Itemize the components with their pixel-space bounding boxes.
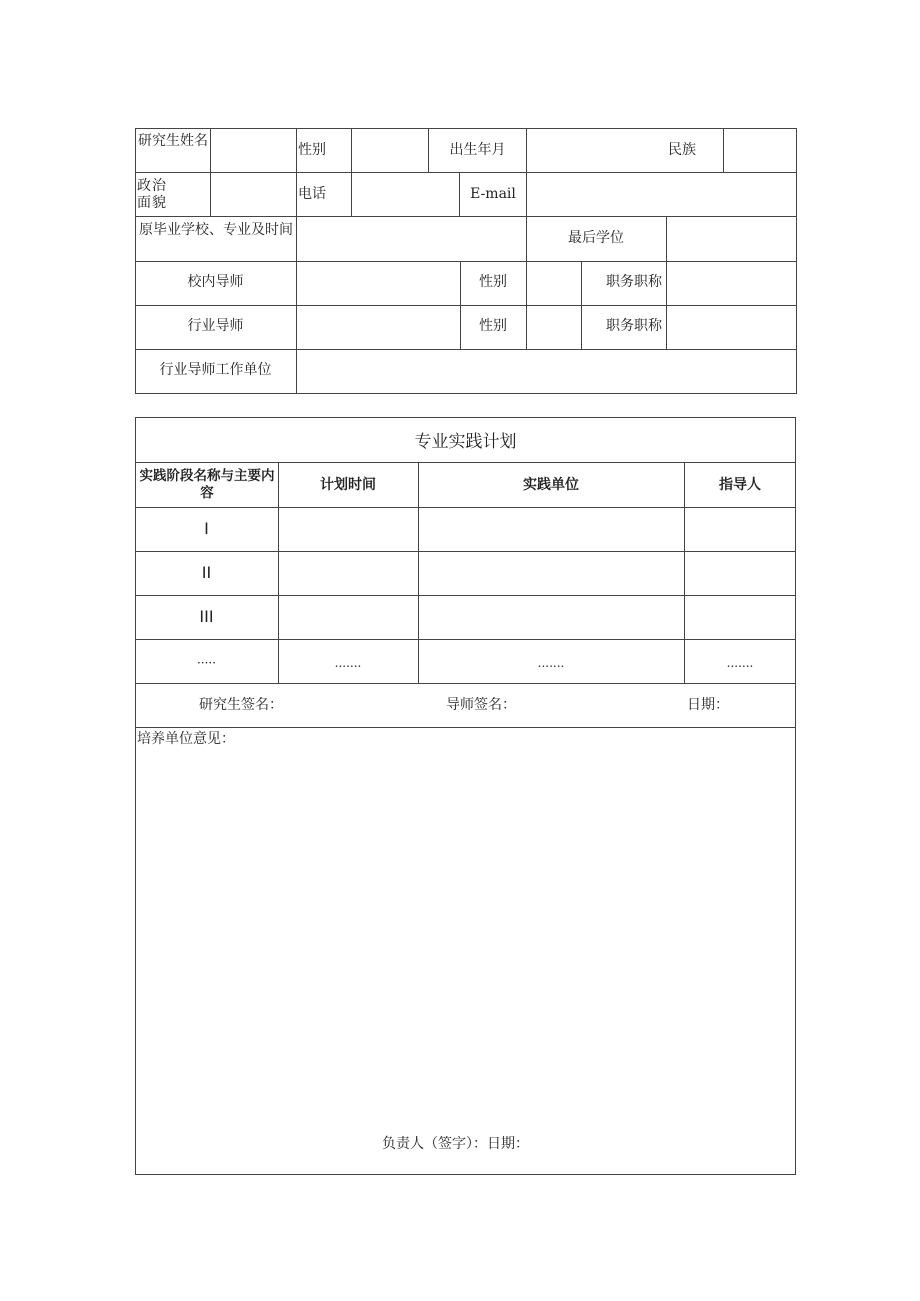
signature-date-label: 日期：	[687, 697, 729, 713]
info-col-divider	[210, 128, 211, 173]
info-row-divider	[135, 172, 797, 173]
info-col-divider	[666, 216, 667, 262]
plan-supervisor-cell: .......	[726, 656, 754, 670]
info-row-divider	[135, 261, 797, 262]
info-col-divider	[723, 128, 724, 173]
plan-row-divider	[135, 551, 796, 552]
info-col-divider	[351, 172, 352, 217]
info-col-divider	[296, 216, 297, 262]
plan-col-divider	[418, 462, 419, 684]
plan-row-divider	[135, 462, 796, 463]
plan-stage-cell: III	[199, 607, 214, 626]
plan-row-divider	[135, 507, 796, 508]
industry-mentor-workplace-label: 行业导师工作单位	[159, 362, 272, 378]
plan-header-unit: 实践单位	[523, 477, 579, 493]
previous-school-label: 原毕业学校、专业及时间	[139, 222, 293, 238]
gender-label: 性别	[298, 142, 326, 158]
info-col-divider	[296, 261, 297, 350]
info-col-divider	[526, 261, 527, 350]
responsible-person-signature-label: 负责人（签字）：日期：	[382, 1136, 529, 1152]
political-status-label: 政治面貌	[137, 178, 167, 211]
industry-mentor-title-label: 职务职称	[606, 318, 662, 334]
info-row-divider	[135, 305, 797, 306]
plan-col-divider	[278, 462, 279, 684]
plan-stage-cell: II	[201, 563, 212, 582]
plan-header-supervisor: 指导人	[719, 477, 761, 493]
info-col-divider	[526, 172, 527, 217]
campus-mentor-label: 校内导师	[187, 274, 244, 290]
info-col-divider	[210, 172, 211, 217]
info-row-divider	[135, 349, 797, 350]
mentor-signature-label: 导师签名：	[446, 697, 516, 713]
info-col-divider	[351, 128, 352, 173]
student-signature-label: 研究生签名：	[199, 697, 283, 713]
training-unit-opinion-label: 培养单位意见：	[137, 731, 235, 747]
plan-unit-cell: .......	[537, 656, 565, 670]
last-degree-label: 最后学位	[568, 230, 624, 246]
industry-mentor-label: 行业导师	[187, 318, 244, 334]
info-col-divider	[526, 128, 527, 173]
plan-stage-cell: ·····	[196, 656, 217, 670]
phone-label: 电话	[298, 186, 326, 202]
birth-date-label: 出生年月	[449, 142, 506, 158]
campus-mentor-title-label: 职务职称	[606, 274, 662, 290]
info-col-divider	[296, 172, 297, 217]
plan-row-divider	[135, 727, 796, 728]
campus-mentor-gender-label: 性别	[479, 274, 507, 290]
plan-title: 专业实践计划	[414, 432, 517, 452]
email-label: E-mail	[470, 186, 516, 202]
plan-row-divider	[135, 683, 796, 684]
info-row-divider	[135, 216, 797, 217]
name-label: 研究生姓名	[138, 133, 208, 149]
info-col-divider	[296, 128, 297, 173]
plan-header-stage: 实践阶段名称与主要内容	[139, 468, 275, 501]
plan-row-divider	[135, 639, 796, 640]
ethnicity-label: 民族	[668, 142, 696, 158]
plan-row-divider	[135, 595, 796, 596]
plan-stage-cell: I	[204, 519, 209, 538]
plan-time-cell: .......	[334, 656, 362, 670]
plan-col-divider	[684, 462, 685, 684]
info-col-divider	[296, 349, 297, 394]
industry-mentor-gender-label: 性别	[479, 318, 507, 334]
plan-header-time: 计划时间	[320, 477, 376, 493]
